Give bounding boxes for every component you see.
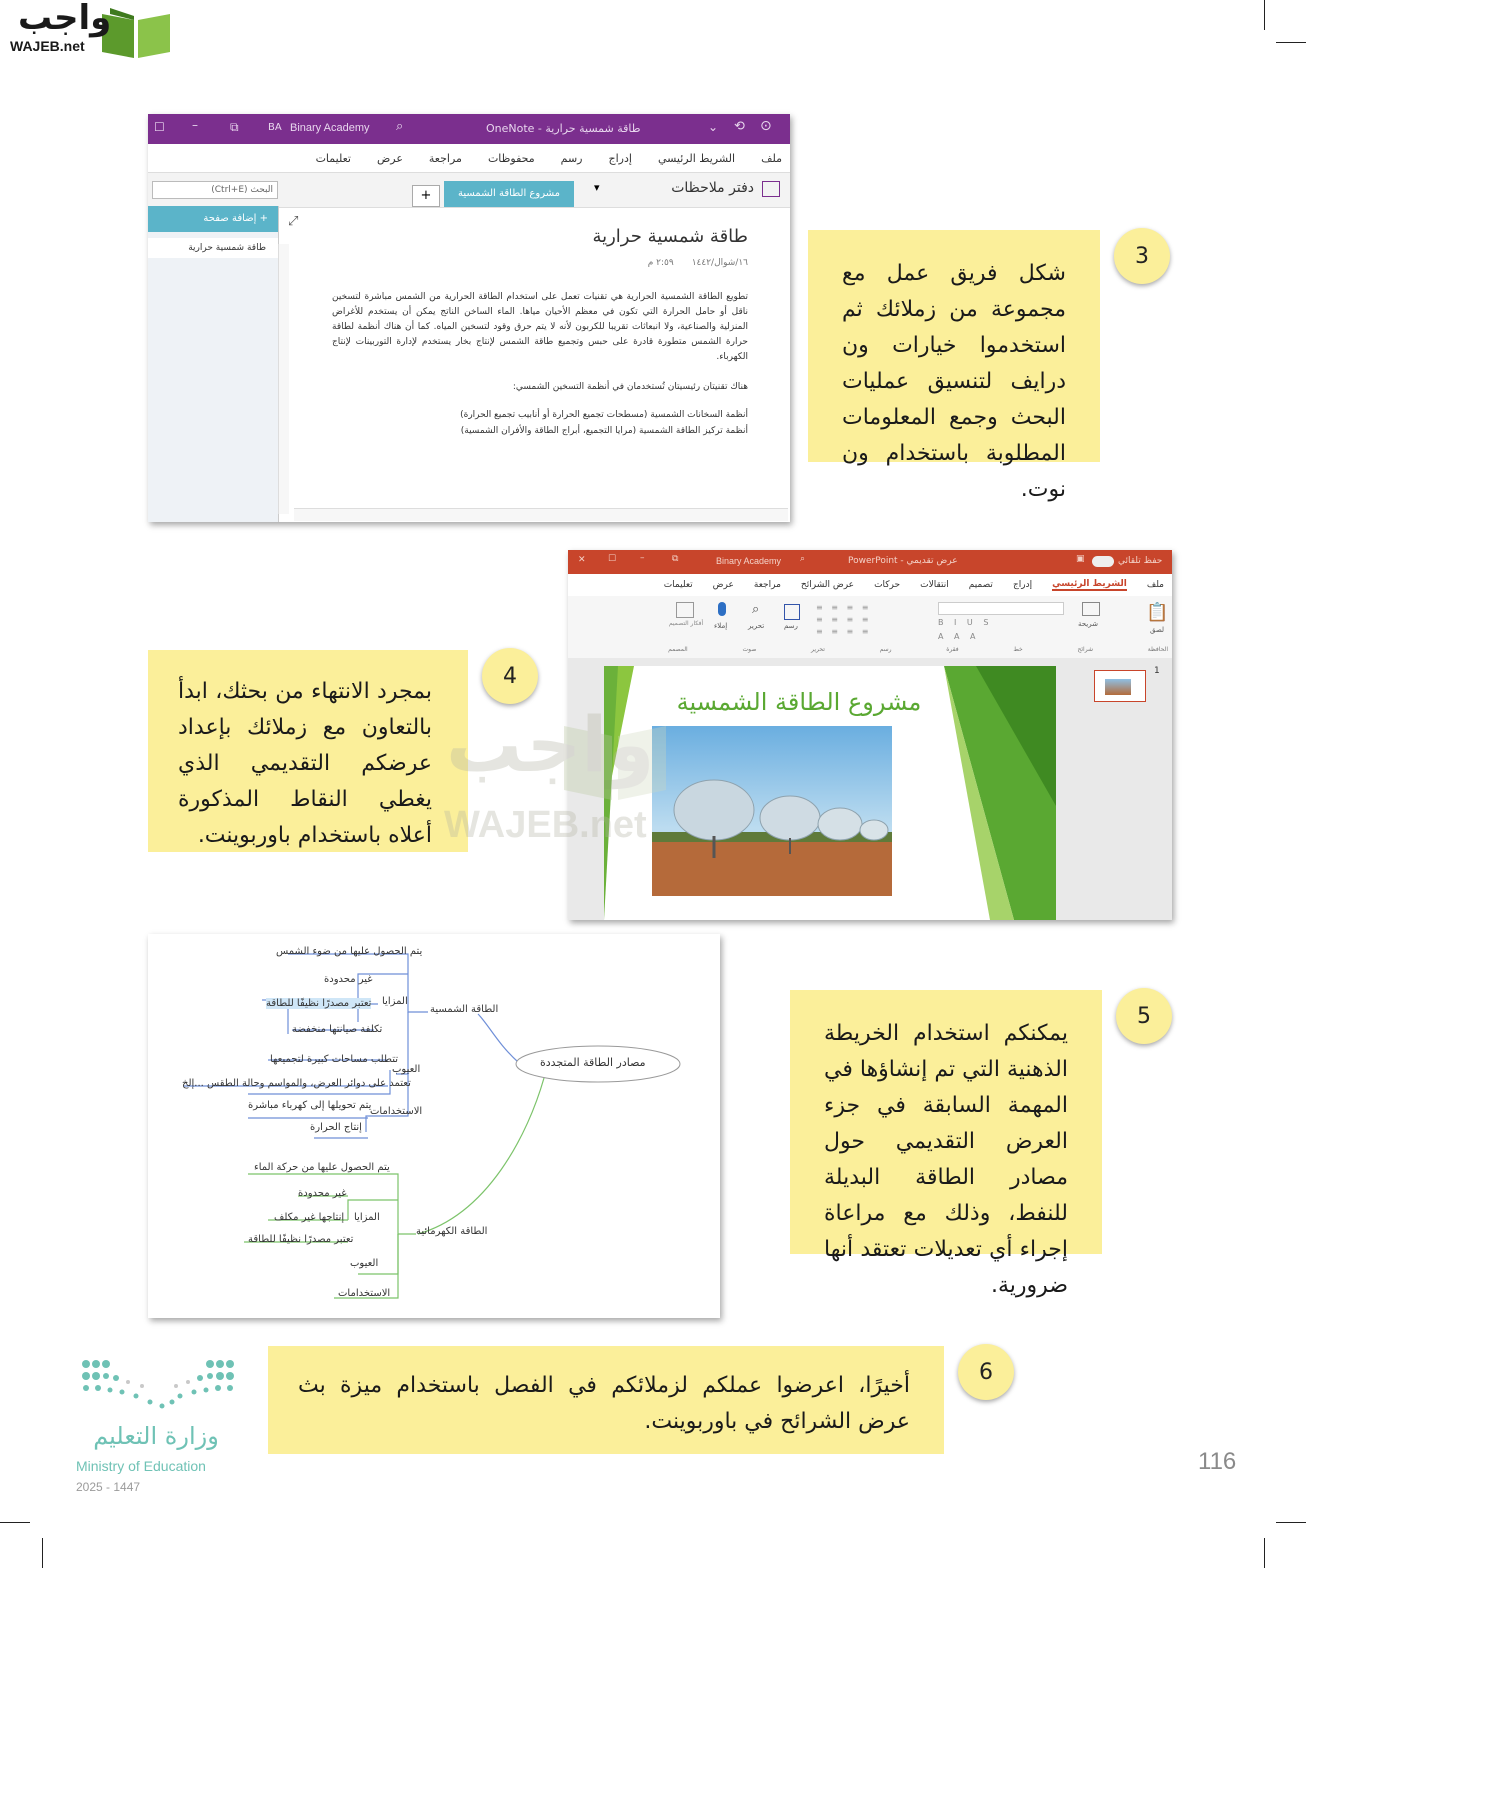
- hydro-uses-label: الاستخدامات: [338, 1288, 391, 1299]
- group-editing: تحرير: [811, 646, 825, 653]
- ministry-arabic: وزارة التعليم: [93, 1422, 219, 1450]
- hydro-advantage-2: إنتاجها غير مكلف: [274, 1212, 345, 1223]
- solar-uses-label: الاستخدامات: [370, 1106, 423, 1117]
- tab-animations[interactable]: حركات: [874, 580, 901, 590]
- group-font: خط: [1013, 646, 1023, 653]
- ribbon-group-labels: [668, 646, 1168, 653]
- page-bullet-1[interactable]: أنظمة السخانات الشمسية (مسطحات تجميع الحرارة أو أنابيب تجميع الحرارة): [460, 410, 748, 420]
- ppt-titlebar: [568, 550, 1172, 574]
- designer-icon[interactable]: [676, 602, 694, 618]
- font-group-controls[interactable]: [938, 602, 1068, 646]
- edit-label: تحرير: [748, 622, 765, 630]
- page-title[interactable]: طاقة شمسية حرارية: [592, 226, 748, 247]
- crop-mark: [1276, 42, 1306, 43]
- hydro-source: يتم الحصول عليها من حركة الماء: [254, 1162, 390, 1173]
- tab-view[interactable]: عرض: [712, 580, 734, 590]
- hydro-label: الطاقة الكهرمائية: [416, 1226, 488, 1237]
- wajeb-logo: [8, 0, 168, 60]
- minimize-icon[interactable]: –: [640, 553, 645, 563]
- add-section-button[interactable]: +: [412, 185, 440, 207]
- tab-review[interactable]: مراجعة: [753, 580, 781, 590]
- step-3-number: 3: [1114, 228, 1170, 284]
- solar-dish-photo: [652, 726, 892, 896]
- tab-help[interactable]: تعليمات: [315, 151, 351, 165]
- mindmap-connectors: [148, 934, 720, 1318]
- mindmap-screenshot: [148, 934, 720, 1318]
- paste-icon[interactable]: 📋: [1146, 602, 1169, 623]
- restore-icon[interactable]: ☐: [608, 554, 617, 564]
- step-3-text: شكل فريق عمل مع مجموعة من زملائك ثم استخدموا خيارات ون درايف لتنسيق عمليات البحث وجمع المعلومات المطلوبة باستخدام ون نوت.: [808, 230, 1100, 462]
- search-input[interactable]: البحث (Ctrl+E): [152, 181, 278, 199]
- autosave-toggle[interactable]: [1092, 556, 1114, 567]
- sync-icon[interactable]: ⟲: [734, 119, 745, 134]
- plus-icon: +: [259, 213, 268, 224]
- new-slide-icon[interactable]: [1082, 602, 1100, 616]
- add-page-button[interactable]: [148, 206, 278, 232]
- solar-source: يتم الحصول عليها من ضوء الشمس: [276, 946, 423, 957]
- solar-use-1: يتم تحويلها إلى كهرباء مباشرة: [248, 1100, 372, 1111]
- solar-use-2: إنتاج الحرارة: [310, 1122, 362, 1133]
- onenote-titlebar: [148, 114, 790, 144]
- paste-label: لصق: [1150, 626, 1165, 634]
- hydro-advantage-3: تعتبر مصدرًا نظيفًا للطاقة: [248, 1234, 354, 1245]
- horizontal-scrollbar[interactable]: [294, 508, 788, 521]
- onenote-screenshot: [148, 114, 790, 522]
- crop-mark: [42, 1538, 43, 1568]
- solar-advantage-2: تعتبر مصدرًا نظيفًا للطاقة: [266, 998, 372, 1009]
- watermark: [440, 700, 680, 860]
- ribbon-toggle-icon[interactable]: ⌄: [708, 120, 719, 134]
- tab-view[interactable]: عرض: [376, 151, 403, 165]
- page-list-item[interactable]: طاقة شمسية حرارية: [148, 238, 278, 258]
- step-6-text: أخيرًا، اعرضوا عملكم لزملائكم في الفصل باستخدام ميزة بث عرض الشرائح في باوربوينت.: [268, 1346, 944, 1454]
- tab-review[interactable]: مراجعة: [428, 151, 462, 165]
- mindmap-center: مصادر الطاقة المتجددة: [540, 1056, 646, 1069]
- page-paragraph[interactable]: تطويع الطاقة الشمسية الحرارية هي تقنيات تعمل على استخدام الطاقة الحرارية من الشمس مباشرة لتسخين ناقل أو حامل الحرارة التي تكون في معظم الأحيان مياها. الماء الساخن الناتج يمكن أن يستخدم للأغراض المنزلية والصناعية، ولا انبعاثات تقريبا للكربون لأنه لا يتم حرق وقود لتسخين المياه. كما أن هناك أنظمة لطاقة حرارة الشمس متطورة قادرة على حبس وتجميع طاقة الشمس لإنتاج بخار يستخدم لإدارة التوربينات لإنتاج الكهرباء.: [332, 292, 748, 362]
- page-time: ٢:٥٩ م: [647, 258, 674, 268]
- tab-design[interactable]: تصميم: [968, 580, 993, 590]
- page-date: ١٦/شوال/١٤٤٢: [691, 258, 748, 268]
- solar-label: الطاقة الشمسية: [430, 1004, 499, 1015]
- tab-home[interactable]: الشريط الرئيسي: [1052, 579, 1127, 589]
- autosave-label: حفظ تلقائي: [1118, 556, 1163, 566]
- draw-label: رسم: [784, 622, 798, 630]
- thumbnail-photo: [1105, 679, 1131, 695]
- solar-disadvantage-2: تعتمد على دوائر العرض، والمواسم وحالة الطقس ...إلخ: [182, 1078, 411, 1089]
- crop-mark: [1264, 1538, 1265, 1568]
- solar-advantage-1: غير محدودة: [324, 974, 373, 985]
- solar-disadvantage-1: تتطلب مساحات كبيرة لتجميعها: [270, 1054, 398, 1065]
- tab-home[interactable]: الشريط الرئيسي: [657, 151, 736, 165]
- slide-number: 1: [1154, 666, 1160, 676]
- group-clipboard: الحافظة: [1147, 646, 1168, 653]
- microphone-icon[interactable]: [718, 602, 726, 616]
- step-5-text: يمكنكم استخدام الخريطة الذهنية التي تم إنشاؤها في المهمة السابقة في جزء العرض التقديمي حول مصادر الطاقة البديلة للنفط، وذلك مع مراعاة إجراء أي تعديلات تعتقد أنها ضرورية.: [790, 990, 1102, 1254]
- tab-draw[interactable]: رسم: [560, 151, 583, 165]
- tab-slideshow[interactable]: عرض الشرائح: [800, 580, 855, 590]
- account-initials: BA: [268, 122, 282, 133]
- tab-file[interactable]: ملف: [1146, 580, 1164, 590]
- solar-disadvantages-label: العيوب: [392, 1064, 421, 1075]
- page-timestamp: [648, 258, 748, 268]
- page-list-scrollbar[interactable]: [278, 244, 289, 514]
- designer-label: أفكار التصميم: [668, 620, 704, 627]
- section-tab[interactable]: مشروع الطاقة الشمسية: [444, 181, 574, 207]
- group-slides: شرائح: [1077, 646, 1094, 653]
- font-format-buttons[interactable]: B I U S: [938, 618, 993, 627]
- solar-advantages-label: المزايا: [382, 996, 408, 1007]
- step-4-text: بمجرد الانتهاء من بحثك، ابدأ بالتعاون مع زملائك بإعداد عرضكم التقديمي الذي يغطي النقاط المذكورة أعلاه باستخدام باوربوينت.: [148, 650, 468, 852]
- crop-mark: [1276, 1522, 1306, 1523]
- ppt-account: Binary Academy: [716, 556, 782, 566]
- close-icon[interactable]: ✕: [578, 555, 586, 565]
- ministry-english: Ministry of Education: [76, 1458, 206, 1474]
- tab-insert[interactable]: إدراج: [1012, 580, 1033, 590]
- hydro-disadvantages-label: العيوب: [350, 1258, 379, 1269]
- logo-arabic: واجب: [18, 0, 112, 38]
- notebook-icon: [762, 181, 780, 197]
- find-icon[interactable]: ⌕: [752, 602, 760, 617]
- layout-icon[interactable]: ⧉: [672, 554, 679, 564]
- font-color-buttons[interactable]: A A A: [938, 632, 980, 641]
- tab-history[interactable]: محفوظات: [487, 151, 535, 165]
- watermark-arabic: واجب: [446, 700, 655, 789]
- ministry-year: 2025 - 1447: [76, 1480, 141, 1494]
- hydro-advantage-1: غير محدودة: [298, 1188, 347, 1199]
- window-title: OneNote - طاقة شمسية حرارية: [486, 122, 641, 135]
- dictate-label: إملاء: [714, 622, 728, 630]
- search-icon[interactable]: ⌕: [800, 554, 806, 564]
- minimize-icon[interactable]: –: [192, 118, 198, 132]
- font-name-box[interactable]: [938, 602, 1064, 615]
- solar-advantage-3: تكلفة صيانتها منخفضة: [292, 1024, 383, 1035]
- logo-latin: WAJEB.net: [10, 38, 85, 54]
- onenote-nav-row: [148, 172, 790, 208]
- crop-mark: [1264, 0, 1265, 30]
- restore-icon[interactable]: ⧉: [230, 120, 239, 134]
- close-icon[interactable]: ☐: [154, 120, 165, 134]
- tab-insert[interactable]: إدراج: [608, 151, 632, 165]
- group-voice: صوت: [742, 646, 757, 653]
- ppt-window-title: PowerPoint - عرض تقديمي: [848, 556, 958, 566]
- step-5-number: 5: [1116, 988, 1172, 1044]
- new-slide-label: شريحة: [1078, 620, 1098, 628]
- watermark-latin: WAJEB.net: [444, 804, 647, 846]
- chevron-down-icon[interactable]: ▾: [594, 181, 600, 194]
- ministry-logo: [70, 1356, 246, 1506]
- page-line-2[interactable]: هناك تقنيتان رئيسيتان تُستخدمان في أنظمة التسخين الشمسي:: [512, 382, 748, 392]
- ppt-ribbon-tabs: [664, 576, 1164, 594]
- ppt-ribbon: [568, 596, 1172, 659]
- group-paragraph: فقرة: [946, 646, 959, 653]
- onenote-ribbon-tabs: [316, 144, 782, 172]
- hydro-advantages-label: المزايا: [354, 1212, 380, 1223]
- draw-icon[interactable]: [784, 604, 800, 620]
- tab-help[interactable]: تعليمات: [663, 580, 693, 590]
- account-name: Binary Academy: [290, 122, 370, 134]
- onenote-page-pane: [148, 206, 279, 522]
- page-number: 116: [1198, 1448, 1237, 1475]
- slide-title[interactable]: مشروع الطاقة الشمسية: [676, 688, 922, 716]
- slide-thumbnail[interactable]: [1094, 670, 1146, 702]
- crop-mark: [0, 1522, 30, 1523]
- group-designer: المصمم: [668, 646, 688, 653]
- step-6-number: 6: [958, 1344, 1014, 1400]
- group-drawing: رسم: [879, 646, 892, 653]
- step-4-number: 4: [482, 648, 538, 704]
- save-icon[interactable]: ▣: [1076, 554, 1085, 564]
- search-icon[interactable]: ⌕: [396, 119, 404, 134]
- tab-file[interactable]: ملف: [761, 151, 782, 165]
- notebook-name[interactable]: دفتر ملاحظات: [671, 180, 754, 196]
- add-page-label: إضافة صفحة: [203, 213, 257, 224]
- expand-icon[interactable]: ⤢: [288, 214, 299, 229]
- paragraph-group-controls[interactable]: ≡ ≡ ≡ ≡ ≡ ≡ ≡ ≡ ≡ ≡ ≡ ≡: [816, 603, 872, 636]
- page-bullet-2[interactable]: أنظمة تركيز الطاقة الشمسية (مرايا التجميع، أبراج الطاقة والأفران الشمسية): [460, 426, 748, 436]
- back-icon[interactable]: ⊙: [760, 118, 772, 134]
- ministry-emblem-icon: [76, 1356, 240, 1412]
- tab-transitions[interactable]: انتقالات: [920, 580, 949, 590]
